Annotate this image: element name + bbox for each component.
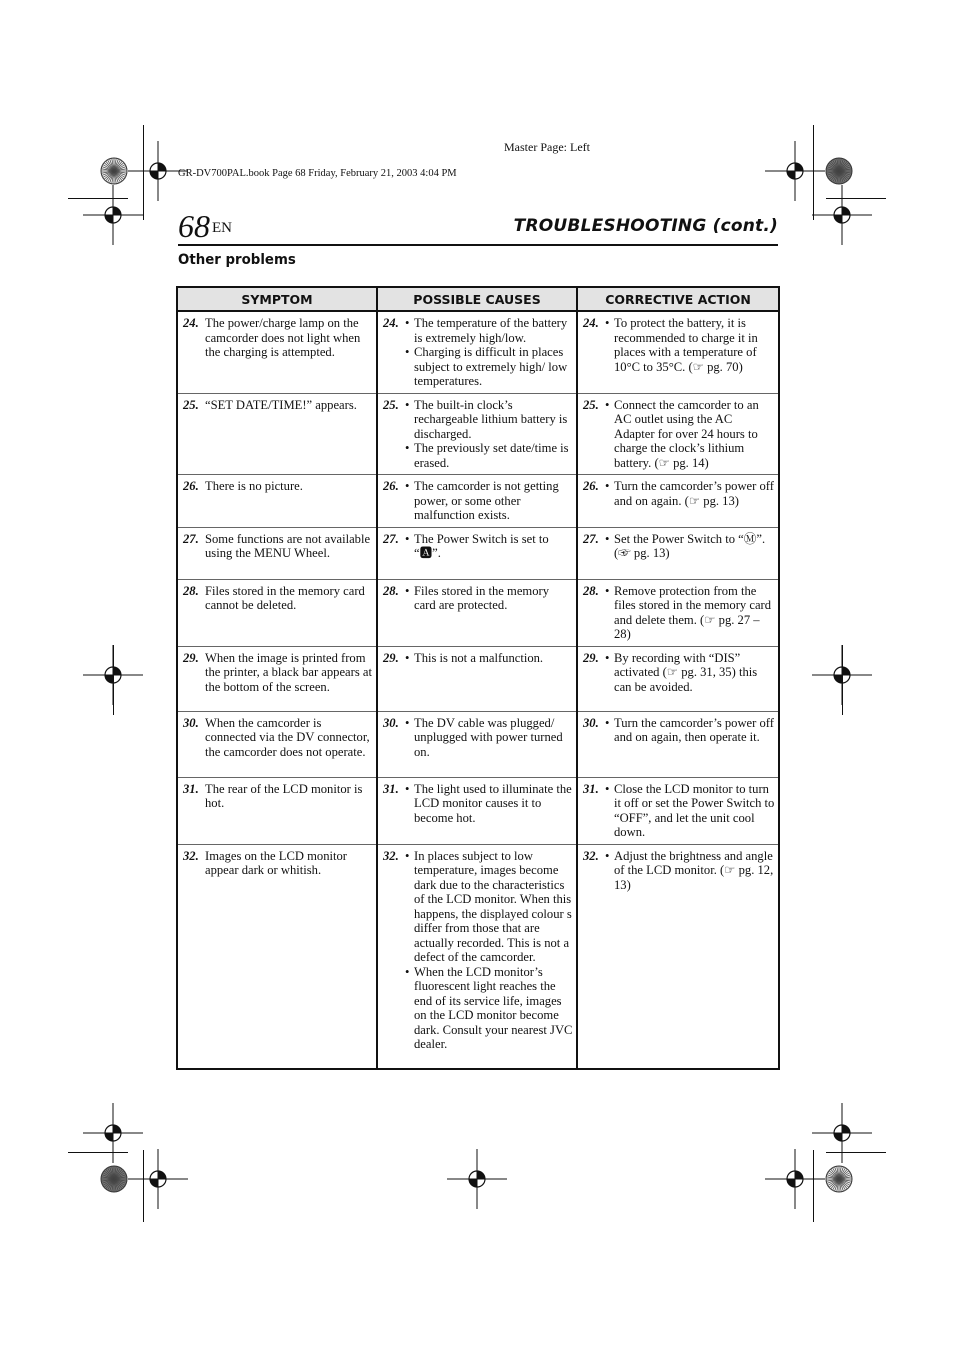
bullet-icon: • bbox=[405, 316, 410, 330]
bullet-icon: • bbox=[405, 345, 410, 359]
item-number: 30. bbox=[383, 715, 399, 730]
bullet-icon: • bbox=[405, 479, 410, 493]
item-number: 25. bbox=[183, 397, 199, 412]
symptom-text: “SET DATE/TIME!” appears. bbox=[205, 397, 357, 412]
book-info: GR-DV700PAL.book Page 68 Friday, February 21, 2003 4:04 PM bbox=[178, 168, 457, 179]
action-text: To protect the battery, it is recommended to charge it in places with a temperature of 10°C to 35°C. (☞ pg. 70) bbox=[614, 316, 758, 374]
item-number: 32. bbox=[583, 848, 599, 863]
action-cell bbox=[577, 646, 779, 711]
item-number: 27. bbox=[383, 531, 399, 546]
symptom-text: When the camcorder is connected via the DV connector, the camcorder does not operate. bbox=[205, 715, 370, 759]
causes-cell bbox=[377, 844, 577, 1069]
symptom-text: The power/charge lamp on the camcorder does not light when the charging is attempted. bbox=[205, 316, 361, 359]
item-number: 31. bbox=[383, 781, 399, 796]
table-row bbox=[177, 393, 779, 475]
color-registration-icon bbox=[825, 157, 853, 185]
bullet-icon: • bbox=[405, 397, 410, 412]
cause-text: The previously set date/time is erased. bbox=[414, 441, 569, 470]
cause-text: The camcorder is not getting power, or some other malfunction exists. bbox=[414, 479, 559, 522]
symptom-text: There is no picture. bbox=[205, 479, 303, 493]
action-text: Set the Power Switch to “Ⓜ”. (☞ pg. 13) bbox=[614, 531, 766, 560]
item-number: 24. bbox=[383, 316, 399, 330]
cause-text: Files stored in the memory card are protected. bbox=[414, 583, 550, 612]
action-cell bbox=[577, 475, 779, 528]
symptom-text: When the image is printed from the printer, a black bar appears at the bottom of the screen. bbox=[205, 650, 372, 694]
bullet-icon: • bbox=[605, 848, 610, 863]
causes-cell bbox=[377, 393, 577, 475]
bullet-icon: • bbox=[605, 531, 610, 546]
action-text: Adjust the brightness and angle of the LCD monitor. (☞ pg. 12, 13) bbox=[614, 848, 774, 892]
action-cell bbox=[577, 527, 779, 579]
registration-crosshair-icon bbox=[812, 185, 872, 245]
action-text: Turn the camcorder’s power off and on again, then operate it. bbox=[614, 715, 774, 744]
item-number: 26. bbox=[383, 479, 399, 493]
item-number: 32. bbox=[183, 848, 199, 863]
causes-cell bbox=[377, 646, 577, 711]
symptom-cell bbox=[177, 777, 377, 844]
action-cell bbox=[577, 393, 779, 475]
item-number: 31. bbox=[183, 781, 199, 796]
table-row bbox=[177, 475, 779, 528]
item-number: 29. bbox=[183, 650, 199, 665]
crop-line bbox=[143, 125, 144, 220]
color-registration-icon bbox=[100, 157, 128, 185]
action-text: Turn the camcorder’s power off and on again. (☞ pg. 13) bbox=[614, 479, 774, 508]
item-number: 29. bbox=[583, 650, 599, 665]
color-registration-icon bbox=[825, 1165, 853, 1193]
troubleshooting-table bbox=[176, 286, 780, 1070]
symptom-cell bbox=[177, 475, 377, 528]
table-header-row bbox=[177, 287, 779, 311]
item-number: 31. bbox=[583, 781, 599, 796]
crop-line bbox=[813, 125, 814, 220]
bullet-icon: • bbox=[605, 650, 610, 665]
item-number: 24. bbox=[583, 316, 599, 330]
table-row bbox=[177, 844, 779, 1069]
cause-text: This is not a malfunction. bbox=[414, 650, 544, 665]
causes-cell bbox=[377, 527, 577, 579]
header-corrective-action: CORRECTIVE ACTION bbox=[577, 287, 779, 311]
item-number: 28. bbox=[383, 583, 399, 598]
table-row bbox=[177, 646, 779, 711]
causes-cell bbox=[377, 475, 577, 528]
item-number: 28. bbox=[583, 583, 599, 598]
action-cell bbox=[577, 844, 779, 1069]
crop-line bbox=[842, 645, 843, 715]
color-registration-icon bbox=[100, 1165, 128, 1193]
action-text: Close the LCD monitor to turn it off or set the Power Switch to “OFF”, and let the unit cool down. bbox=[614, 781, 775, 839]
symptom-cell bbox=[177, 711, 377, 777]
bullet-icon: • bbox=[405, 964, 410, 979]
bullet-icon: • bbox=[405, 650, 410, 665]
crop-line bbox=[68, 198, 128, 199]
crop-line bbox=[826, 1152, 886, 1153]
causes-cell bbox=[377, 711, 577, 777]
master-page-label: Master Page: Left bbox=[504, 140, 590, 154]
item-number: 29. bbox=[383, 650, 399, 665]
action-text: By recording with “DIS” activated (☞ pg. 31, 35) this can be avoided. bbox=[614, 650, 758, 694]
action-cell bbox=[577, 311, 779, 393]
section-title: TROUBLESHOOTING (cont.) bbox=[513, 216, 778, 236]
action-text: Connect the camcorder to an AC outlet using the AC Adapter for over 24 hours to charge the clock’s lithium battery. (☞ pg. 14) bbox=[614, 397, 759, 470]
action-cell bbox=[577, 711, 779, 777]
page-header bbox=[178, 208, 778, 246]
item-number: 30. bbox=[183, 715, 199, 730]
item-number: 24. bbox=[183, 316, 199, 330]
bullet-icon: • bbox=[405, 531, 410, 546]
symptom-text: Images on the LCD monitor appear dark or whitish. bbox=[205, 848, 348, 877]
item-number: 27. bbox=[583, 531, 599, 546]
page-number: 68 bbox=[178, 208, 210, 244]
table-row bbox=[177, 579, 779, 646]
crop-line bbox=[113, 645, 114, 715]
cause-text: The temperature of the battery is extremely high/low. bbox=[414, 316, 568, 345]
registration-crosshair-icon bbox=[83, 185, 143, 245]
crop-line bbox=[143, 1150, 144, 1222]
cause-text: Charging is difficult in places subject to extremely high/ low temperatures. bbox=[414, 345, 568, 388]
causes-cell bbox=[377, 579, 577, 646]
bullet-icon: • bbox=[605, 781, 610, 796]
cause-text: When the LCD monitor’s fluorescent light reaches the end of its service life, images on the LCD monitor become dark. Consult your nearest JVC dealer. bbox=[414, 964, 573, 1051]
registration-crosshair-icon bbox=[128, 1149, 188, 1209]
cause-text: The light used to illuminate the LCD monitor causes it to become hot. bbox=[414, 781, 572, 825]
symptom-cell bbox=[177, 311, 377, 393]
causes-cell bbox=[377, 311, 577, 393]
bullet-icon: • bbox=[405, 441, 410, 455]
item-number: 32. bbox=[383, 848, 399, 863]
registration-crosshair-icon bbox=[765, 1149, 825, 1209]
causes-cell bbox=[377, 777, 577, 844]
bullet-icon: • bbox=[605, 583, 610, 598]
cause-text: The Power Switch is set to “🅰”. bbox=[414, 531, 549, 560]
page-language: EN bbox=[212, 220, 232, 236]
action-cell bbox=[577, 579, 779, 646]
symptom-cell bbox=[177, 393, 377, 475]
symptom-text: Files stored in the memory card cannot be deleted. bbox=[205, 583, 365, 612]
crop-line bbox=[68, 1152, 128, 1153]
bullet-icon: • bbox=[605, 397, 610, 412]
item-number: 26. bbox=[183, 479, 199, 493]
table-row bbox=[177, 777, 779, 844]
registration-crosshair-icon bbox=[447, 1149, 507, 1209]
table-row bbox=[177, 711, 779, 777]
symptom-text: Some functions are not available using the MENU Wheel. bbox=[205, 531, 371, 560]
symptom-cell bbox=[177, 579, 377, 646]
bullet-icon: • bbox=[605, 479, 610, 493]
bullet-icon: • bbox=[405, 781, 410, 796]
bullet-icon: • bbox=[605, 715, 610, 730]
table-row bbox=[177, 527, 779, 579]
crop-line bbox=[813, 1150, 814, 1222]
cause-text: The DV cable was plugged/ unplugged with power turned on. bbox=[414, 715, 563, 759]
subtitle: Other problems bbox=[178, 252, 296, 268]
item-number: 28. bbox=[183, 583, 199, 598]
symptom-cell bbox=[177, 844, 377, 1069]
header-possible-causes: POSSIBLE CAUSES bbox=[377, 287, 577, 311]
bullet-icon: • bbox=[405, 583, 410, 598]
cause-text: In places subject to low temperature, images become dark due to the characteristics of the LCD monitor. When this happens, the displayed colour s differ from those that are actually recorded. This is not a defect of the camcorder. bbox=[414, 848, 572, 964]
symptom-cell bbox=[177, 527, 377, 579]
symptom-cell bbox=[177, 646, 377, 711]
crop-line bbox=[826, 198, 886, 199]
action-cell bbox=[577, 777, 779, 844]
table-row bbox=[177, 311, 779, 393]
header-symptom: SYMPTOM bbox=[177, 287, 377, 311]
bullet-icon: • bbox=[405, 848, 410, 863]
item-number: 27. bbox=[183, 531, 199, 546]
bullet-icon: • bbox=[605, 316, 610, 330]
item-number: 25. bbox=[583, 397, 599, 412]
item-number: 30. bbox=[583, 715, 599, 730]
action-text: Remove protection from the files stored in the memory card and delete them. (☞ pg. 27 –28) bbox=[614, 583, 772, 641]
item-number: 25. bbox=[383, 397, 399, 412]
symptom-text: The rear of the LCD monitor is hot. bbox=[205, 781, 363, 810]
cause-text: The built-in clock’s rechargeable lithium battery is discharged. bbox=[414, 397, 568, 441]
bullet-icon: • bbox=[405, 715, 410, 730]
item-number: 26. bbox=[583, 479, 599, 493]
